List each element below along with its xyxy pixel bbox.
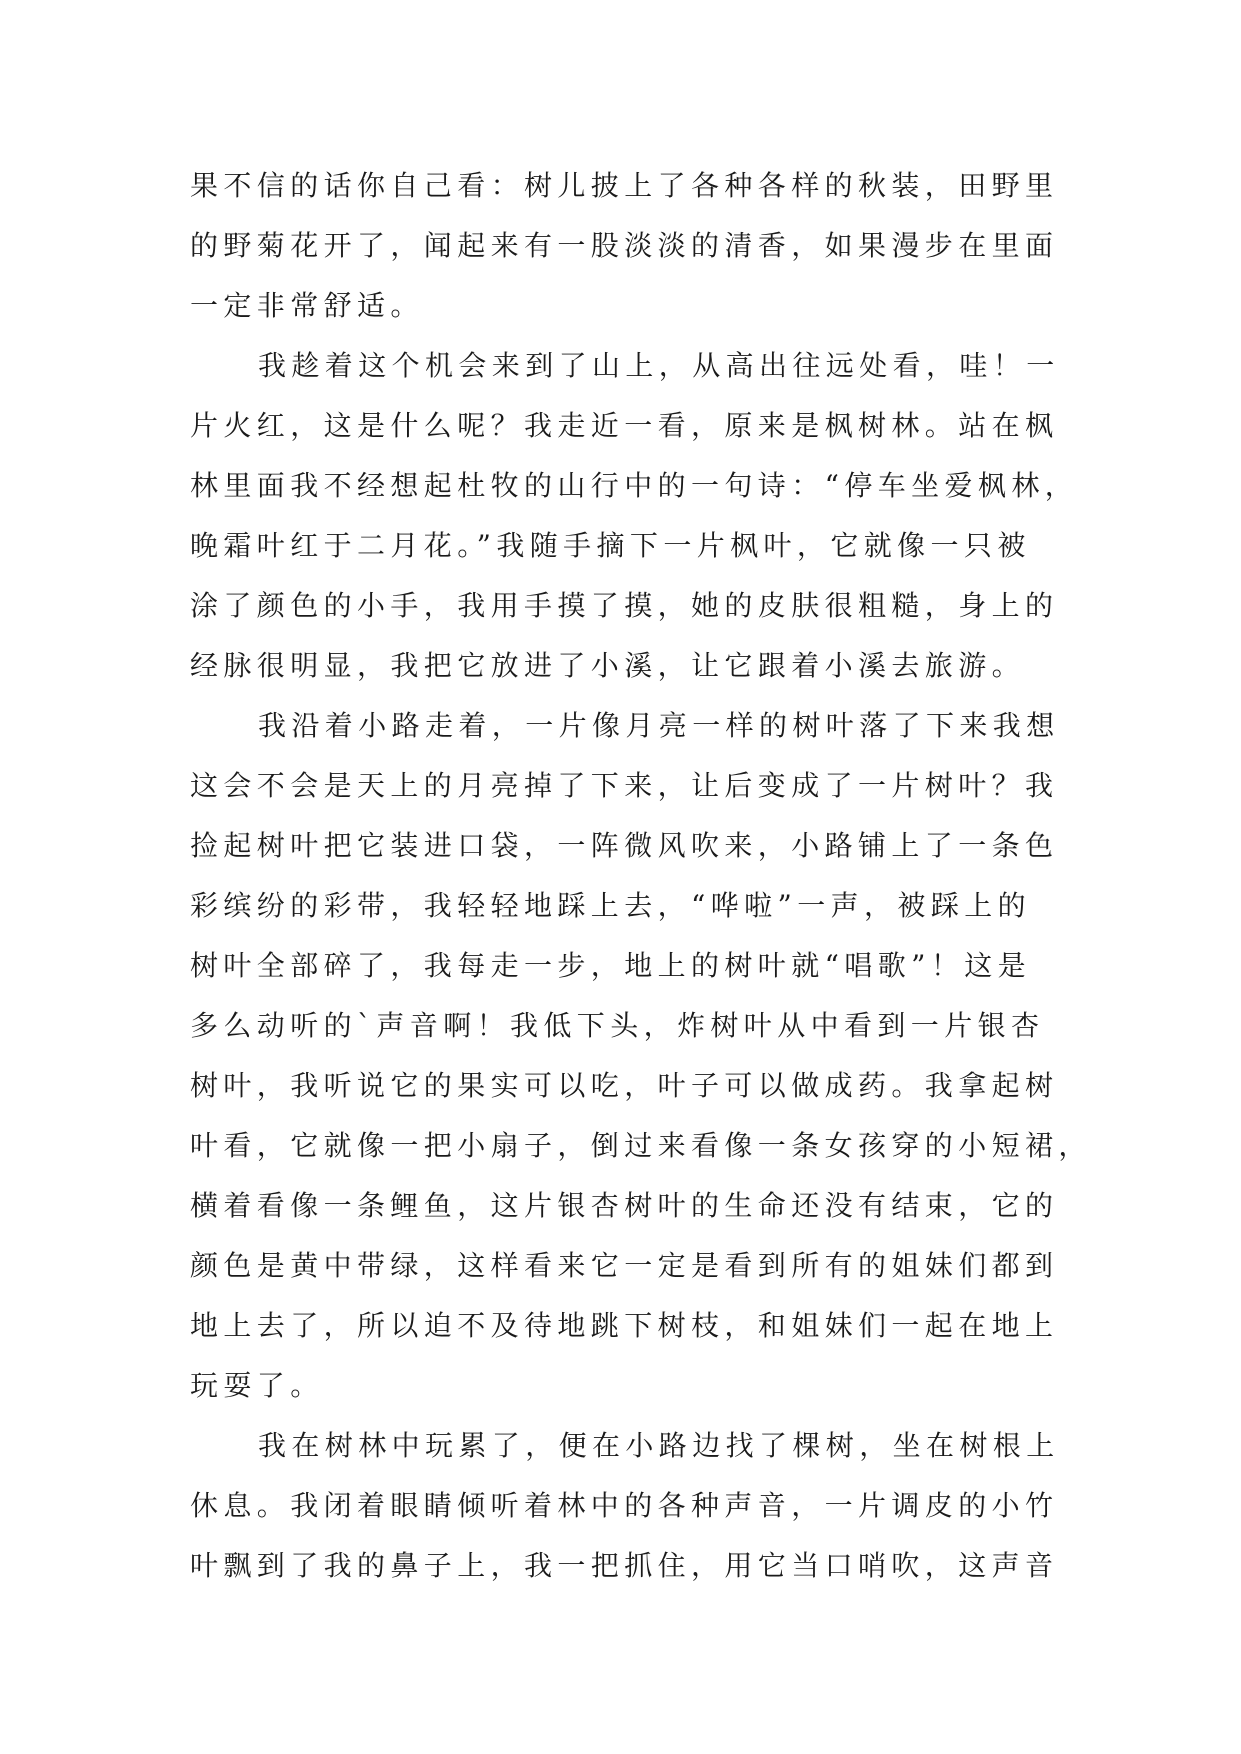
text-line: 晚霜叶红于二月花。”我随手摘下一片枫叶，它就像一只被 [190, 529, 1031, 562]
text-line: 这会不会是天上的月亮掉了下来，让后变成了一片树叶？我 [190, 769, 1059, 802]
text-line: 树叶全部碎了，我每走一步，地上的树叶就“唱歌”！这是 [190, 949, 1032, 982]
paragraph-start-line: 我沿着小路走着，一片像月亮一样的树叶落了下来我想 [258, 709, 1060, 742]
text-line: 经脉很明显，我把它放进了小溪，让它跟着小溪去旅游。 [190, 649, 1026, 682]
text-line: 树叶，我听说它的果实可以吃，叶子可以做成药。我拿起树 [190, 1069, 1059, 1102]
text-line: 片火红，这是什么呢？我走近一看，原来是枫树林。站在枫 [190, 409, 1059, 442]
text-line: 地上去了，所以迫不及待地跳下树枝，和姐妹们一起在地上 [190, 1309, 1059, 1342]
text-line: 捡起树叶把它装进口袋，一阵微风吹来，小路铺上了一条色 [190, 829, 1059, 862]
text-line: 涂了颜色的小手，我用手摸了摸，她的皮肤很粗糙，身上的 [190, 589, 1059, 622]
text-line: 叶飘到了我的鼻子上，我一把抓住，用它当口哨吹，这声音 [190, 1549, 1059, 1582]
text-line: 彩缤纷的彩带，我轻轻地踩上去，“哗啦”一声，被踩上的 [190, 889, 1032, 922]
paragraph-start-line: 我趁着这个机会来到了山上，从高出往远处看，哇！一 [258, 349, 1060, 382]
text-line: 果不信的话你自己看：树儿披上了各种各样的秋装，田野里 [190, 169, 1059, 202]
text-line: 林里面我不经想起杜牧的山行中的一句诗：“停车坐爱枫林， [190, 469, 1079, 502]
essay-text [190, 156, 1092, 1596]
text-line: 一定非常舒适。 [190, 289, 424, 322]
text-line: 休息。我闭着眼睛倾听着林中的各种声音，一片调皮的小竹 [190, 1489, 1059, 1522]
text-line: 颜色是黄中带绿，这样看来它一定是看到所有的姐妹们都到 [190, 1249, 1059, 1282]
text-line: 叶看，它就像一把小扇子，倒过来看像一条女孩穿的小短裙， [190, 1129, 1092, 1162]
text-line: 的野菊花开了，闻起来有一股淡淡的清香，如果漫步在里面 [190, 229, 1059, 262]
paragraph-start-line: 我在树林中玩累了，便在小路边找了棵树，坐在树根上 [258, 1429, 1060, 1462]
text-line: 玩耍了。 [190, 1369, 324, 1402]
text-line: 横着看像一条鲤鱼，这片银杏树叶的生命还没有结束，它的 [190, 1189, 1059, 1222]
text-line: 多么动听的`声音啊！我低下头，炸树叶从中看到一片银杏 [190, 1009, 1045, 1042]
